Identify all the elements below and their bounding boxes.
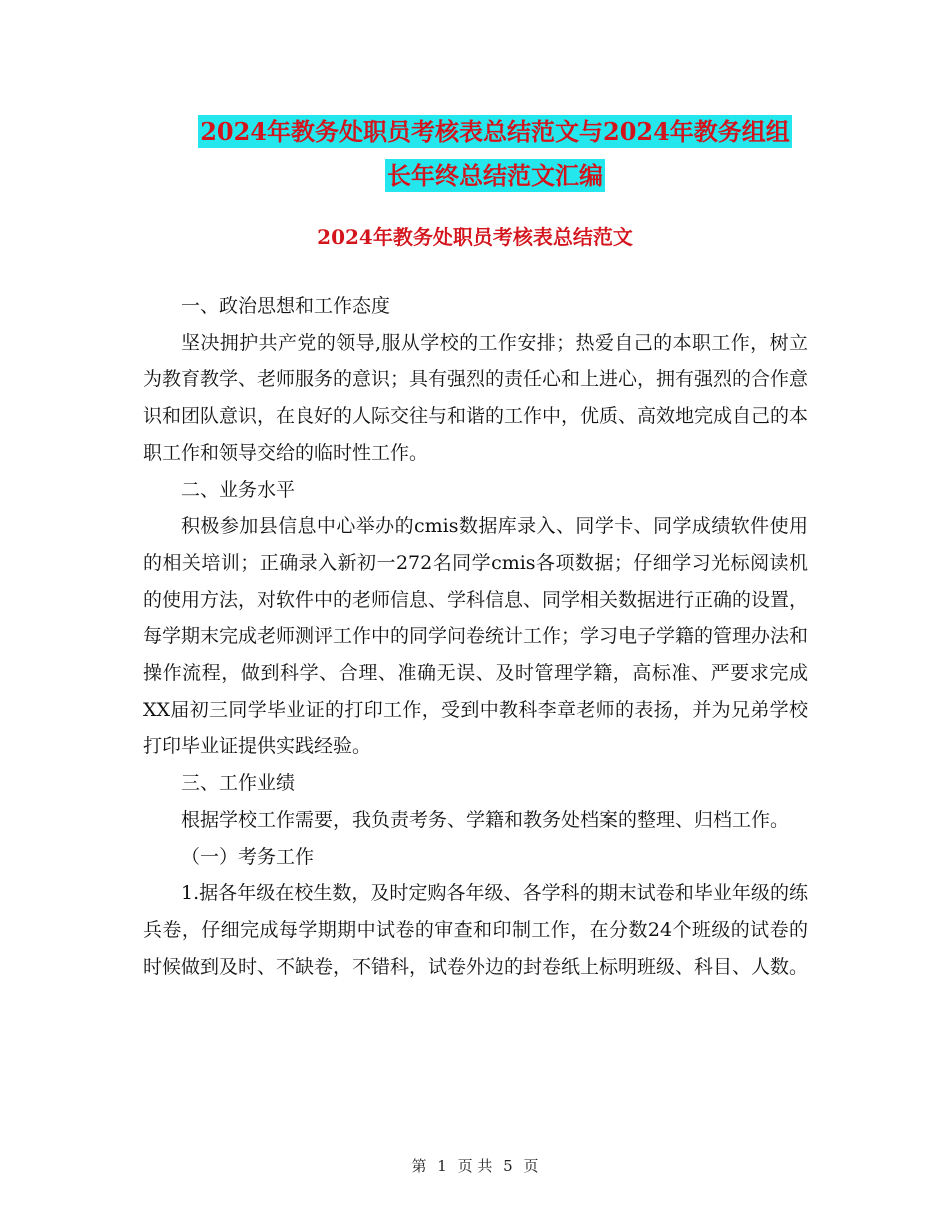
- document-title-line-1: 2024年教务处职员考核表总结范文与2024年教务组组: [200, 117, 790, 146]
- footer-prefix: 第: [411, 1157, 427, 1175]
- paragraph-business: 积极参加县信息中心举办的cmis数据库录入、同学卡、同学成绩软件使用的相关培训；正确录入新初一272名同学cmis各项数据；仔细学习光标阅读机的使用方法，对软件中的老师信息、学科信息、同学相关数据进行正确的设置，每学期末完成老师测评工作中的同学问卷统计工作；学习电子学籍的管理办法和操作流程，做到科学、合理、准确无误、及时管理学籍，高标准、严要求完成XX届初三同学毕业证的打印工作，受到中教科李章老师的表扬，并为兄弟学校打印毕业证提供实践经验。: [143, 515, 809, 758]
- page-footer: [0, 1155, 950, 1176]
- section-title: 2024年教务处职员考核表总结范文: [317, 225, 633, 249]
- footer-suffix: 页: [523, 1157, 539, 1175]
- heading-exam-work: （一）考务工作: [181, 845, 315, 868]
- document-title: [140, 110, 850, 198]
- footer-middle: 页 共: [457, 1157, 493, 1175]
- document-body: [143, 288, 808, 985]
- heading-performance: 三、工作业绩: [181, 772, 296, 795]
- heading-political: 一、政治思想和工作态度: [181, 295, 391, 317]
- footer-page-number: 1: [437, 1157, 447, 1175]
- heading-business: 二、业务水平: [181, 478, 296, 501]
- footer-total-pages: 5: [503, 1157, 513, 1175]
- paragraph-political: 坚决拥护共产党的领导,服从学校的工作安排；热爱自己的本职工作，树立为教育教学、老师服务的意识；具有强烈的责任心和上进心，拥有强烈的合作意识和团队意识，在良好的人际交往与和谐的工作中，优质、高效地完成自己的本职工作和领导交给的临时性工作。: [143, 331, 809, 464]
- paragraph-performance: 根据学校工作需要，我负责考务、学籍和教务处档案的整理、归档工作。: [181, 808, 790, 831]
- paragraph-exam-work: 1.据各年级在校生数，及时定购各年级、各学科的期末试卷和毕业年级的练兵卷，仔细完成每学期期中试卷的审查和印制工作，在分数24个班级的试卷的时候做到及时、不缺卷，不错科，试卷外边的封卷纸上标明班级、科目、人数。: [143, 882, 809, 978]
- document-title-line-2: 长年终总结范文汇编: [387, 161, 603, 190]
